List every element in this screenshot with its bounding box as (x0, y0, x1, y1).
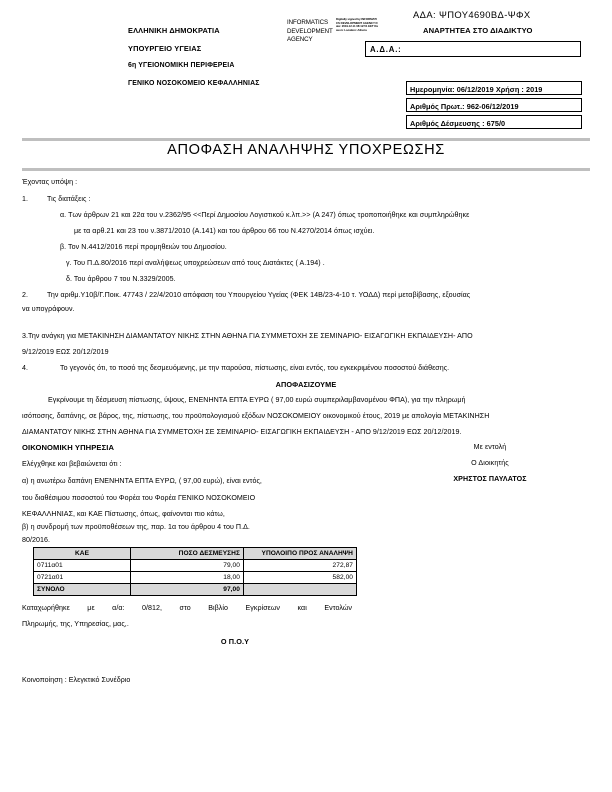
commitment-info-text: Αριθμός Δέσμευσης : 675/0 (410, 118, 506, 128)
decision-line-2: ισόποσης, δαπάνης, σε βάρος, της, πίστωσης, του προϋπολογισμού εξόδων ΝΟΣΟΚΟΜΕΙΟΥ οικονομικού έτους, 2019 με απολογία ΜΕΤΑΚΙΝΗΣΗ (22, 412, 490, 420)
title-rule-top (22, 138, 590, 141)
registration-line-1: Καταχωρήθηκε με α/α: 0/812, στο Βιβλίο Εγκρίσεων και Εντολών (22, 604, 352, 612)
having-regard-label: Έχοντας υπόψη : (22, 178, 78, 186)
decision-line-1: Εγκρίνουμε τη δέσμευση πίστωσης, ύψους, ΕΝΕΝΗΝΤΑ ΕΠΤΑ ΕΥΡΩ ( 97,00 ευρώ συμπεριλαμβανομένου ΦΠΑ), για την πληρωμή (48, 396, 466, 404)
org-line-3: 6η ΥΓΕΙΟΝΟΜΙΚΗ ΠΕΡΙΦΕΡΕΙΑ (128, 62, 235, 69)
informatics-development-agency-logo: INFORMATICS DEVELOPMENT AGENCY (287, 19, 333, 44)
item-1d: δ. Του άρθρου 7 του Ν.3329/2005. (66, 275, 176, 283)
table-row (34, 572, 357, 584)
cell-remaining: 582,00 (244, 572, 357, 584)
financial-service-line-1: Ελέγχθηκε και βεβαιώνεται ότι : (22, 460, 122, 468)
anartitea-label: ΑΝΑΡΤΗΤΕΑ ΣΤΟ ΔΙΑΔΙΚΤΥΟ (423, 26, 533, 35)
date-info-box (406, 81, 582, 95)
cell-remaining: 272,87 (244, 560, 357, 572)
item-1a-line-1: α. Των άρθρων 21 και 22α του ν.2362/95 <<Περί Δημοσίου Λογιστικού κ.λπ.>> (Α 247) όπως τροποποιήθηκε και συμπληρώθηκε (60, 211, 470, 219)
organization-block (128, 22, 298, 92)
org-line-2: ΥΠΟΥΡΓΕΙΟ ΥΓΕΙΑΣ (128, 43, 202, 53)
ada-input-box[interactable] (365, 41, 581, 57)
column-header-amount: ΠΟΣΟ ΔΕΣΜΕΥΣΗΣ (131, 548, 244, 560)
cell-kae: 0711α01 (34, 560, 131, 572)
ada-number-top: ΑΔΑ: ΨΠΟΥ4690ΒΔ-ΨΦΧ (413, 9, 531, 20)
item-1b: β. Τον Ν.4412/2016 περί προμηθειών του Δημοσίου. (60, 243, 227, 251)
financial-service-line-6: 80/2016. (22, 536, 51, 544)
item-4-text: Το γεγονός ότι, το ποσό της δεσμευόμενης, με την παρούσα, πίστωσης, είναι εντός, του εγκεκριμένου ποσοστού διάθεσης. (60, 364, 450, 372)
registration-line-2: Πληρωμής, της, Υπηρεσίας, μας,. (22, 620, 129, 628)
cc-line: Κοινοποίηση : Ελεγκτικό Συνέδριο (22, 676, 131, 684)
item-2-line-1: Την αριθμ.Υ10β/Γ.Ποικ. 47743 / 22/4/2010 απόφαση του Υπουργείου Υγείας (ΦΕΚ 14Β/23-4-10 τ. ΥΟΔΔ) περί μεταβίβασης, εξουσίας (47, 291, 471, 299)
financial-service-line-5: β) η συνδρομή των προϋποθέσεων της, παρ. 1α του άρθρου 4 του Π.Δ. (22, 523, 250, 531)
decision-line-3: ΔΙΑΜΑΝΤΑΤΟΥ ΝΙΚΗΣ ΣΤΗΝ ΑΘΗΝΑ ΓΙΑ ΣΥΜΜΕΤΟΧΗ ΣΕ ΣΕΜΙΝΑΡΙΟ- ΕΙΣΑΓΩΓΙΚΗ ΕΚΠΑΙΔΕΥΣΗ - ΑΠΟ 9/12/2019 ΕΩΣ 20/12/2019. (22, 428, 462, 436)
financial-service-line-3: του διαθέσιμου ποσοστού του Φορέα του Φορέα ΓΕΝΙΚΟ ΝΟΣΟΚΟΜΕΙΟ (22, 494, 256, 502)
cell-total-remaining (244, 584, 357, 596)
item-1-number: 1. (22, 195, 29, 203)
item-4-number: 4. (22, 364, 29, 372)
cell-amount: 18,00 (131, 572, 244, 584)
item-3-line-2: 9/12/2019 ΕΩΣ 20/12/2019 (22, 348, 109, 356)
protocol-info-box (406, 98, 582, 112)
item-1c: γ. Του Π.Δ.80/2016 περί αναλήψεως υποχρεώσεων από τους Διατάκτες ( Α.194) . (66, 259, 325, 267)
decision-heading: ΑΠΟΦΑΣΙΖΟΥΜΕ (275, 380, 337, 389)
commitment-info-box (406, 115, 582, 129)
cell-kae: 0721α01 (34, 572, 131, 584)
column-header-kae: ΚΑΕ (34, 548, 131, 560)
item-3-line-1: 3.Την ανάγκη για ΜΕΤΑΚΙΝΗΣΗ ΔΙΑΜΑΝΤΑΤΟΥ ΝΙΚΗΣ ΣΤΗΝ ΑΘΗΝΑ ΓΙΑ ΣΥΜΜΕΤΟΧΗ ΣΕ ΣΕΜΙΝΑΡΙΟ- ΕΙΣΑΓΩΓΙΚΗ ΕΚΠΑΙΔΕΥΣΗ- ΑΠΟ (22, 332, 473, 340)
table-header-row (34, 548, 357, 560)
signature-name: ΧΡΗΣΤΟΣ ΠΑΥΛΑΤΟΣ (453, 475, 527, 483)
cell-total-label: ΣΥΝΟΛΟ (34, 584, 131, 596)
financial-service-heading: ΟΙΚΟΝΟΜΙΚΗ ΥΠΗΡΕΣΙΑ (22, 443, 115, 452)
item-1a-line-2: με τα αρθ.21 και 23 του ν.3871/2010 (Α.141) και του άρθρου 66 του Ν.4270/2014 όπως ισχύει. (74, 227, 375, 235)
table-row (34, 560, 357, 572)
org-line-1: ΕΛΛΗΝΙΚΗ ΔΗΜΟΚΡΑΤΙΑ (128, 26, 220, 35)
signature-by-order: Με εντολή (473, 443, 507, 451)
protocol-info-text: Αριθμός Πρωτ.: 962-06/12/2019 (410, 101, 519, 111)
item-2-number: 2. (22, 291, 29, 299)
financial-service-line-2: α) η ανωτέρω δαπάνη ΕΝΕΝΗΝΤΑ ΕΠΤΑ ΕΥΡΩ, ( 97,00 ευρώ), είναι εντός, (22, 477, 262, 485)
org-line-4: ΓΕΝΙΚΟ ΝΟΣΟΚΟΜΕΙΟ ΚΕΦΑΛΛΗΝΙΑΣ (128, 79, 260, 87)
cell-amount: 79,00 (131, 560, 244, 572)
registration-signer: Ο Π.Ο.Υ (220, 637, 250, 646)
column-header-remaining: ΥΠΟΛΟΙΠΟ ΠΡΟΣ ΑΝΑΛΗΨΗ (244, 548, 357, 560)
cell-total-amount: 97,00 (131, 584, 244, 596)
item-1-text: Τις διατάξεις : (47, 195, 91, 203)
page-title: ΑΠΟΦΑΣΗ ΑΝΑΛΗΨΗΣ ΥΠΟΧΡΕΩΣΗΣ (167, 142, 445, 158)
kae-budget-table (33, 547, 357, 596)
financial-service-line-4: ΚΕΦΑΛΛΗΝΙΑΣ, και ΚΑΕ Πίστωσης, όπως, φαίνονται πιο κάτω, (22, 510, 225, 518)
title-rule-bottom (22, 168, 590, 171)
item-2-line-2: να υπογράφουν. (22, 305, 75, 313)
table-total-row (34, 584, 357, 596)
digital-signature-stamp: Digitally signed by INFORMATICS DEVELOPMENT AGENCY Date: 2019.12.11 08:12:51 EET Reason: Location: Athens (336, 17, 378, 32)
document-header (0, 0, 612, 135)
signature-role: Ο Διοικητής (471, 459, 509, 467)
date-info-text: Ημερομηνία: 06/12/2019 Χρήση : 2019 (410, 84, 543, 94)
ada-box-label: Α.Δ.Α.: (370, 45, 402, 54)
